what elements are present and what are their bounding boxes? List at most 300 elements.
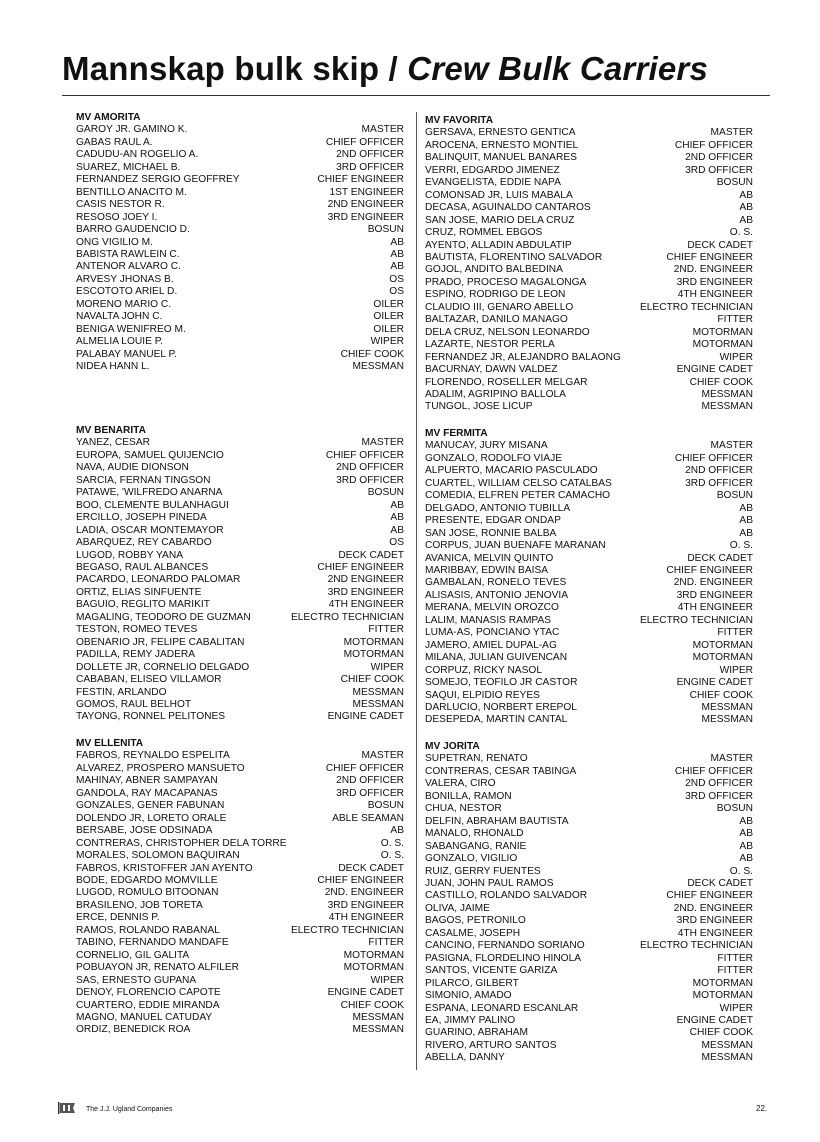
title-norwegian: Mannskap bulk skip / (62, 50, 408, 87)
crew-rank: CHIEF ENGINEER (317, 561, 404, 573)
crew-name: MORENO MARIO C. (76, 298, 172, 310)
crew-name: CUARTERO, EDDIE MIRANDA (76, 999, 220, 1011)
crew-name: GUARINO, ABRAHAM (425, 1027, 529, 1039)
crew-rank: DECK CADET (338, 549, 404, 561)
crew-rank: AB (739, 202, 753, 214)
crew-row (425, 714, 753, 726)
crew-row (76, 525, 404, 537)
crew-name: DARLUCIO, NORBERT EREPOL (425, 701, 577, 713)
crew-name: SOMEJO, TEOFILO JR CASTOR (425, 677, 578, 689)
crew-row (76, 599, 404, 611)
crew-rank: WIPER (719, 664, 753, 676)
crew-name: SAN JOSE, MARIO DELA CRUZ (425, 214, 575, 226)
crew-rank: AB (390, 248, 404, 260)
crew-row (76, 224, 404, 236)
crew-row (425, 978, 753, 990)
crew-row (76, 500, 404, 512)
crew-rank: O. S. (729, 540, 753, 552)
crew-rank: CHIEF OFFICER (325, 136, 404, 148)
crew-row (76, 750, 404, 762)
crew-name: EUROPA, SAMUEL QUIJENCIO (76, 449, 224, 461)
crew-row (425, 627, 753, 639)
crew-name: VALERA, CIRO (425, 778, 496, 790)
crew-name: CORNELIO, GIL GALITA (76, 949, 190, 961)
crew-rank: CHIEF ENGINEER (666, 251, 753, 263)
crew-rank: ENGINE CADET (676, 1014, 753, 1026)
crew-name: BERSABE, JOSE ODSINADA (76, 825, 213, 837)
crew-name: COMEDIA, ELFREN PETER CAMACHO (425, 490, 611, 502)
crew-row (425, 302, 753, 314)
crew-row (425, 577, 753, 589)
crew-name: BARRO GAUDENCIO D. (76, 224, 190, 236)
ship-block-benarita (76, 425, 404, 724)
crew-rank: 4TH ENGINEER (677, 602, 753, 614)
crew-row (425, 665, 753, 677)
crew-name: SABANGANG, RANIE (425, 840, 527, 852)
crew-rank: MOTORMAN (343, 649, 404, 661)
crew-name: SANTOS, VICENTE GARIZA (425, 965, 558, 977)
crew-name: MANUCAY, JURY MISANA (425, 440, 548, 452)
crew-rank: AB (390, 261, 404, 273)
crew-name: PASIGNA, FLORDELINO HINOLA (425, 952, 582, 964)
title-english: Crew Bulk Carriers (407, 50, 709, 87)
crew-name: CONTRERAS, CESAR TABINGA (425, 765, 577, 777)
crew-name: TESTON, ROMEO TEVES (76, 624, 198, 636)
crew-rank: CHIEF COOK (340, 674, 404, 686)
crew-name: OLIVA, JAIME (425, 902, 490, 914)
crew-row (425, 140, 753, 152)
crew-name: RESOSO JOEY I. (76, 211, 158, 223)
crew-name: CASALME, JOSEPH (425, 927, 521, 939)
crew-rank: FITTER (717, 952, 753, 964)
crew-rank: ELECTRO TECHNICIAN (639, 940, 753, 952)
crew-row (76, 987, 404, 999)
crew-name: FERNANDEZ SERGIO GEOFFREY (76, 174, 240, 186)
crew-rank: 3RD ENGINEER (327, 899, 404, 911)
crew-rank: 4TH ENGINEER (328, 599, 404, 611)
crew-name: CHUA, NESTOR (425, 803, 502, 815)
crew-rank: MOTORMAN (692, 339, 753, 351)
crew-name: ORTIZ, ELIAS SINFUENTE (76, 586, 202, 598)
crew-rank: AB (739, 840, 753, 852)
crew-rank: 3RD OFFICER (336, 787, 404, 799)
crew-name: ERCE, DENNIS P. (76, 912, 160, 924)
crew-rank: BOSUN (367, 487, 404, 499)
crew-rank: AB (390, 825, 404, 837)
crew-name: LADIA, OSCAR MONTEMAYOR (76, 524, 224, 536)
crew-row (76, 1024, 404, 1036)
crew-rank: MESSMAN (352, 1011, 404, 1023)
crew-row (425, 515, 753, 527)
crew-row (76, 187, 404, 199)
crew-rank: MESSMAN (701, 1052, 753, 1064)
crew-row (425, 816, 753, 828)
crew-name: CONTRERAS, CHRISTOPHER DELA TORRE (76, 837, 287, 849)
crew-name: ALISASIS, ANTONIO JENOVIA (425, 589, 569, 601)
crew-rank: MESSMAN (701, 388, 753, 400)
crew-rank: 3RD OFFICER (685, 790, 753, 802)
crew-name: ESPANA, LEONARD ESCANLAR (425, 1002, 579, 1014)
ship-name: MV AMORITA (76, 112, 141, 123)
crew-row (425, 227, 753, 239)
crew-name: ORDIZ, BENEDICK ROA (76, 1024, 191, 1036)
crew-row (425, 453, 753, 465)
crew-name: YANEZ, CESAR (76, 437, 150, 449)
crew-rank: MOTORMAN (343, 949, 404, 961)
ship-name: MV ELLENITA (76, 738, 144, 749)
crew-rank: MASTER (361, 437, 404, 449)
crew-rank: AB (390, 499, 404, 511)
crew-row (76, 699, 404, 711)
crew-rank: MASTER (710, 440, 753, 452)
crew-row (76, 550, 404, 562)
crew-name: BACURNAY, DAWN VALDEZ (425, 364, 558, 376)
crew-name: EVANGELISTA, EDDIE NAPA (425, 177, 561, 189)
crew-row (76, 349, 404, 361)
crew-rank: 3RD ENGINEER (676, 589, 753, 601)
crew-rank: O. S. (380, 837, 404, 849)
crew-row (425, 753, 753, 765)
crew-row (425, 965, 753, 977)
crew-row (76, 537, 404, 549)
crew-row (76, 299, 404, 311)
crew-row (76, 1012, 404, 1024)
crew-row (425, 590, 753, 602)
ship-name: MV FERMITA (425, 428, 488, 439)
crew-name: LUMA-AS, PONCIANO YTAC (425, 627, 560, 639)
crew-rank: ENGINE CADET (676, 677, 753, 689)
crew-name: TAYONG, RONNEL PELITONES (76, 711, 226, 723)
crew-name: DECASA, AGUINALDO CANTAROS (425, 202, 591, 214)
crew-rank: ELECTRO TECHNICIAN (290, 611, 404, 623)
crew-row (76, 1000, 404, 1012)
crew-name: FLORENDO, ROSELLER MELGAR (425, 376, 588, 388)
crew-rank: MOTORMAN (692, 639, 753, 651)
crew-rank: 3RD ENGINEER (676, 276, 753, 288)
crew-name: ESPINO, RODRIGO DE LEON (425, 289, 566, 301)
crew-row (76, 286, 404, 298)
crew-row (425, 1052, 753, 1064)
crew-row (425, 465, 753, 477)
crew-name: CANCINO, FERNANDO SORIANO (425, 940, 585, 952)
crew-name: SARCIA, FERNAN TINGSON (76, 474, 211, 486)
crew-row (425, 314, 753, 326)
crew-rank: AB (739, 214, 753, 226)
crew-row (425, 766, 753, 778)
crew-name: CLAUDIO III, GENARO ABELLO (425, 301, 574, 313)
crew-rank: ENGINE CADET (327, 987, 404, 999)
crew-rank: MOTORMAN (343, 636, 404, 648)
crew-rank: CHIEF ENGINEER (666, 890, 753, 902)
crew-name: GERSAVA, ERNESTO GENTICA (425, 127, 576, 139)
crew-row (425, 791, 753, 803)
crew-rank: FITTER (717, 965, 753, 977)
crew-row (76, 788, 404, 800)
crew-rank: 4TH ENGINEER (677, 927, 753, 939)
crew-name: PILARCO, GILBERT (425, 977, 519, 989)
crew-rank: FITTER (368, 624, 404, 636)
crew-name: JAMERO, AMIEL DUPAL-AG (425, 639, 557, 651)
crew-row (76, 475, 404, 487)
crew-name: GAROY JR. GAMINO K. (76, 124, 188, 136)
crew-row (76, 775, 404, 787)
crew-rank: 2ND. ENGINEER (673, 264, 753, 276)
crew-row (425, 1040, 753, 1052)
crew-name: BENIGA WENIFREO M. (76, 323, 186, 335)
crew-name: LALIM, MANASIS RAMPAS (425, 614, 552, 626)
crew-row (76, 925, 404, 937)
crew-row (76, 249, 404, 261)
crew-rank: 2ND ENGINEER (327, 199, 404, 211)
crew-row (425, 803, 753, 815)
crew-name: FABROS, KRISTOFFER JAN AYENTO (76, 862, 253, 874)
crew-rank: 3RD OFFICER (685, 477, 753, 489)
crew-row (425, 702, 753, 714)
crew-row (425, 602, 753, 614)
crew-rank: DECK CADET (687, 552, 753, 564)
crew-rank: 1ST ENGINEER (329, 186, 404, 198)
crew-row (76, 162, 404, 174)
crew-name: MILANA, JULIAN GUIVENCAN (425, 652, 568, 664)
crew-row (425, 252, 753, 264)
crew-name: BOO, CLEMENTE BULANHAGUI (76, 499, 229, 511)
crew-name: BAUTISTA, FLORENTINO SALVADOR (425, 251, 603, 263)
crew-name: ABELLA, DANNY (425, 1052, 505, 1064)
crew-name: BEGASO, RAUL ALBANCES (76, 561, 209, 573)
crew-name: AROCENA, ERNESTO MONTIEL (425, 139, 579, 151)
crew-name: BABISTA RAWLEIN C. (76, 248, 180, 260)
crew-row (76, 462, 404, 474)
crew-name: GANDOLA, RAY MACAPANAS (76, 787, 218, 799)
crew-row (76, 838, 404, 850)
crew-row (425, 127, 753, 139)
crew-rank: FITTER (717, 314, 753, 326)
crew-rank: 3RD ENGINEER (327, 586, 404, 598)
crew-row (76, 863, 404, 875)
crew-rank: AB (739, 189, 753, 201)
crew-row (76, 361, 404, 373)
crew-name: LUGOD, ROMULO BITOONAN (76, 887, 219, 899)
crew-rank: 2ND. ENGINEER (324, 887, 404, 899)
crew-rank: CHIEF OFFICER (674, 765, 753, 777)
crew-row (76, 562, 404, 574)
crew-name: TUNGOL, JOSE LICUP (425, 401, 533, 413)
crew-rank: ELECTRO TECHNICIAN (639, 614, 753, 626)
crew-row (76, 487, 404, 499)
crew-rank: O. S. (380, 850, 404, 862)
crew-row (76, 324, 404, 336)
crew-row (76, 137, 404, 149)
crew-row (425, 277, 753, 289)
crew-row (425, 528, 753, 540)
crew-rank: MESSMAN (701, 714, 753, 726)
crew-name: ANTENOR ALVARO C. (76, 261, 181, 273)
crew-name: GOMOS, RAUL BELHOT (76, 698, 192, 710)
crew-row (76, 937, 404, 949)
crew-name: DELGADO, ANTONIO TUBILLA (425, 502, 571, 514)
crew-rank: 3RD ENGINEER (676, 915, 753, 927)
crew-name: CORPUS, JUAN BUENAFE MARANAN (425, 540, 606, 552)
crew-row (425, 352, 753, 364)
crew-name: ERCILLO, JOSEPH PINEDA (76, 512, 207, 524)
page-title (62, 50, 708, 88)
crew-row (76, 336, 404, 348)
crew-rank: CHIEF COOK (689, 376, 753, 388)
crew-name: GABAS RAUL A. (76, 136, 153, 148)
ship-name: MV FAVORITA (425, 115, 494, 126)
crew-row (425, 841, 753, 853)
crew-rank: MESSMAN (701, 701, 753, 713)
crew-name: ALVAREZ, PROSPERO MANSUETO (76, 762, 245, 774)
crew-rank: OILER (373, 311, 404, 323)
crew-rank: ELECTRO TECHNICIAN (639, 301, 753, 313)
crew-rank: AB (739, 515, 753, 527)
crew-row (425, 878, 753, 890)
crew-row (76, 512, 404, 524)
crew-rank: CHIEF COOK (689, 1027, 753, 1039)
crew-rank: CHIEF ENGINEER (666, 564, 753, 576)
crew-name: COMONSAD JR, LUIS MABALA (425, 189, 573, 201)
crew-row (425, 640, 753, 652)
crew-name: SIMONIO, AMADO (425, 990, 512, 1002)
crew-row (425, 690, 753, 702)
crew-name: MAGNO, MANUEL CATUDAY (76, 1011, 213, 1023)
crew-name: PATAWE, 'WILFREDO ANARNA (76, 487, 223, 499)
crew-name: ALPUERTO, MACARIO PASCULADO (425, 465, 598, 477)
crew-rank: DECK CADET (338, 862, 404, 874)
crew-rank: MESSMAN (352, 686, 404, 698)
crew-row (76, 437, 404, 449)
crew-rank: AB (390, 524, 404, 536)
crew-row (425, 903, 753, 915)
crew-row (425, 152, 753, 164)
crew-row (76, 149, 404, 161)
crew-rank: WIPER (719, 1002, 753, 1014)
crew-name: BRASILENO, JOB TORETA (76, 899, 203, 911)
crew-name: MARIBBAY, EDWIN BAISA (425, 564, 549, 576)
crew-rank: MESSMAN (352, 698, 404, 710)
crew-name: AVANICA, MELVIN QUINTO (425, 552, 554, 564)
crew-row (425, 478, 753, 490)
ship-name: MV JORITA (425, 741, 480, 752)
crew-rank: DECK CADET (687, 239, 753, 251)
crew-row (425, 202, 753, 214)
crew-name: CASIS NESTOR R. (76, 199, 165, 211)
crew-name: AYENTO, ALLADIN ABDULATIP (425, 239, 572, 251)
crew-name: BAGOS, PETRONILO (425, 915, 526, 927)
crew-row (425, 828, 753, 840)
crew-rank: 2ND OFFICER (685, 465, 753, 477)
crew-rank: CHIEF COOK (340, 348, 404, 360)
crew-rank: 2ND. ENGINEER (673, 902, 753, 914)
crew-name: BALINQUIT, MANUEL BANARES (425, 152, 577, 164)
crew-name: DELFIN, ABRAHAM BAUTISTA (425, 815, 569, 827)
crew-rank: AB (390, 236, 404, 248)
crew-rank: BOSUN (716, 490, 753, 502)
footer-company-name: The J.J. Ugland Companies (86, 1106, 173, 1113)
crew-rank: 3RD OFFICER (685, 164, 753, 176)
crew-rank: WIPER (370, 974, 404, 986)
crew-rank: WIPER (370, 336, 404, 348)
crew-row (425, 165, 753, 177)
crew-row (425, 953, 753, 965)
crew-row (76, 962, 404, 974)
crew-row (425, 327, 753, 339)
crew-row (76, 649, 404, 661)
crew-name: MERANA, MELVIN OROZCO (425, 602, 559, 614)
crew-rank: ELECTRO TECHNICIAN (290, 924, 404, 936)
crew-rank: CHIEF OFFICER (325, 449, 404, 461)
crew-name: CADUDU-AN ROGELIO A. (76, 149, 199, 161)
crew-row (425, 615, 753, 627)
crew-rank: 2ND ENGINEER (327, 574, 404, 586)
crew-name: PRESENTE, EDGAR ONDAP (425, 515, 561, 527)
crew-rank: CHIEF OFFICER (674, 452, 753, 464)
crew-rank: AB (739, 853, 753, 865)
crew-row (425, 565, 753, 577)
crew-name: POBUAYON JR, RENATO ALFILER (76, 962, 240, 974)
crew-rank: AB (390, 512, 404, 524)
crew-name: DENOY, FLORENCIO CAPOTE (76, 987, 221, 999)
crew-name: BAGUIO, REGLITO MARIKIT (76, 599, 210, 611)
crew-rank: AB (739, 502, 753, 514)
crew-name: BONILLA, RAMON (425, 790, 512, 802)
crew-row (425, 915, 753, 927)
crew-rank: CHIEF ENGINEER (317, 174, 404, 186)
crew-name: VERRI, EDGARDO JIMENEZ (425, 164, 560, 176)
crew-rank: CHIEF COOK (689, 689, 753, 701)
crew-name: JUAN, JOHN PAUL RAMOS (425, 877, 554, 889)
crew-row (425, 364, 753, 376)
crew-rank: CHIEF COOK (340, 999, 404, 1011)
crew-name: RIVERO, ARTURO SANTOS (425, 1039, 557, 1051)
crew-rank: BOSUN (367, 224, 404, 236)
crew-row (425, 1015, 753, 1027)
crew-rank: 3RD ENGINEER (327, 211, 404, 223)
crew-row (425, 778, 753, 790)
crew-name: MORALES, SOLOMON BAQUIRAN (76, 850, 240, 862)
ship-name: MV BENARITA (76, 425, 146, 436)
crew-rank: 2ND OFFICER (336, 462, 404, 474)
crew-row (425, 377, 753, 389)
crew-row (76, 900, 404, 912)
crew-row (76, 174, 404, 186)
crew-rank: FITTER (368, 937, 404, 949)
crew-rank: ABLE SEAMAN (332, 812, 404, 824)
crew-rank: MASTER (361, 750, 404, 762)
crew-row (425, 540, 753, 552)
crew-rank: 4TH ENGINEER (677, 289, 753, 301)
crew-row (76, 687, 404, 699)
crew-name: SAQUI, ELPIDIO REYES (425, 689, 540, 701)
crew-row (425, 1027, 753, 1039)
crew-rank: WIPER (370, 661, 404, 673)
crew-rank: BOSUN (367, 800, 404, 812)
crew-row (76, 612, 404, 624)
crew-name: DOLENDO JR, LORETO ORALE (76, 812, 227, 824)
crew-row (76, 813, 404, 825)
crew-rank: MASTER (710, 127, 753, 139)
crew-row (76, 825, 404, 837)
crew-row (76, 587, 404, 599)
crew-row (425, 289, 753, 301)
crew-rank: DECK CADET (687, 877, 753, 889)
crew-row (76, 574, 404, 586)
crew-row (425, 490, 753, 502)
crew-name: ABARQUEZ, REY CABARDO (76, 537, 212, 549)
crew-name: FERNANDEZ JR, ALEJANDRO BALAONG (425, 351, 621, 363)
crew-rank: MOTORMAN (692, 326, 753, 338)
